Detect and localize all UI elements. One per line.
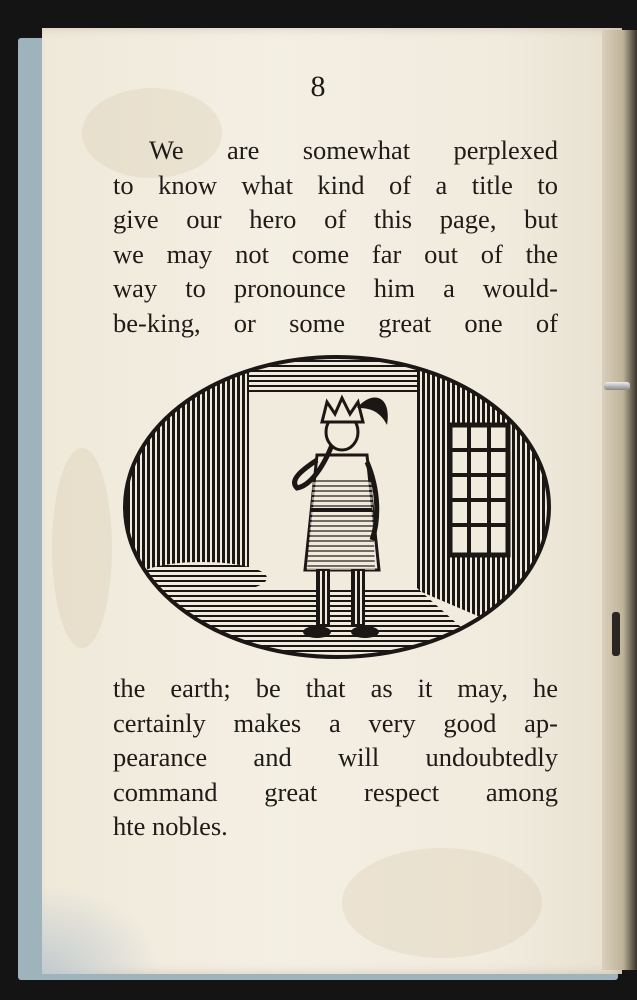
- text-line: be-king, or some great one of: [113, 307, 558, 338]
- text-line: hte nobles.: [113, 811, 228, 841]
- next-page-edge: [602, 30, 637, 970]
- paragraph-bottom: [113, 671, 558, 844]
- text-line: We are somewhat perplexed: [149, 135, 558, 165]
- paper-stain: [52, 448, 112, 648]
- text-line: way to pronounce him a would-: [113, 273, 558, 303]
- text-line: certainly makes a very good ap-: [113, 707, 558, 738]
- text-line: pearance and will undoubtedly: [113, 742, 558, 772]
- staple-icon: [612, 612, 620, 656]
- text-line: command great respect among: [113, 776, 558, 807]
- paragraph-top: [113, 133, 558, 340]
- page-number: 8: [310, 70, 327, 103]
- paper-stain: [342, 848, 542, 958]
- staple-icon: [604, 382, 630, 390]
- text-line: the earth; be that as it may, he: [113, 673, 558, 703]
- text-line: give our hero of this page, but: [113, 204, 558, 234]
- text-line: we may not come far out of the: [113, 238, 558, 269]
- text-line: to know what kind of a title to: [113, 169, 558, 200]
- woodcut-jester-king-icon: [117, 350, 557, 668]
